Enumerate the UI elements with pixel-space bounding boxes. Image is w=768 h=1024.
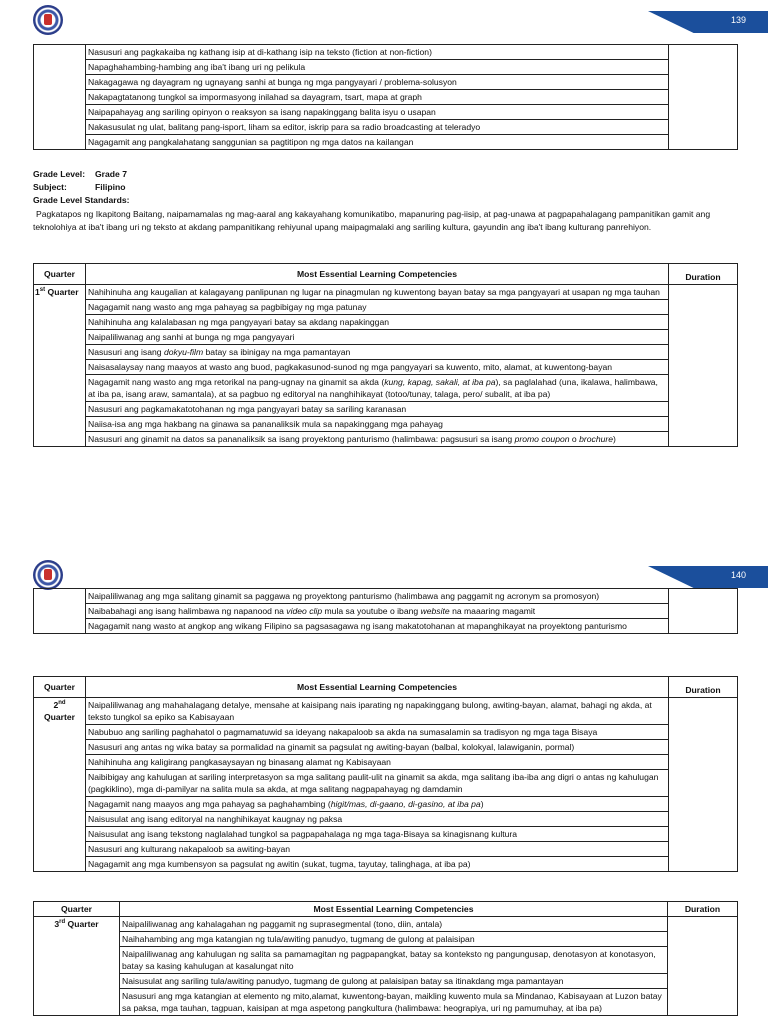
competency-cell: Nahihinuha ang kaligirang pangkasaysayan ng binasang alamat ng Kabisayaan	[86, 755, 669, 770]
subject-line	[33, 181, 126, 193]
competency-cell: Nasusuri ang isang dokyu-film batay sa ibinigay na mga pamantayan	[86, 345, 669, 360]
table-row	[34, 345, 738, 360]
competency-cell: Naipaliliwanag ang kahulugan ng salita sa pamamagitan ng pagpapangkat, batay sa konteksto ng pangungusap, denotasyon at konotasyon, batay sa kasing kahulugan at kasalungat nito	[120, 947, 668, 974]
competency-cell: Naisasalaysay nang maayos at wasto ang buod, pagkakasunod-sunod ng mga pangyayari sa kuwento, mito, alamat, at kuwentong-bayan	[86, 360, 669, 375]
table-row	[34, 300, 738, 315]
quarter-header: Quarter	[34, 677, 86, 698]
competency-cell: Nakagagawa ng dayagram ng ugnayang sanhi at bunga ng mga pangyayari / problema-solusyon	[86, 75, 669, 90]
duration-cell	[669, 589, 738, 634]
competency-cell: Nagagamit nang wasto at angkop ang wikang Filipino sa pagsasagawa ng isang makatotohanan at mapanghikayat na proyektong panturismo	[86, 619, 669, 634]
table-row	[34, 417, 738, 432]
competency-cell: Nakasusulat ng ulat, balitang pang-isport, liham sa editor, iskrip para sa radio broadcasting at teleradyo	[86, 120, 669, 135]
competency-cell: Nasusuri ang pagkakaiba ng kathang isip at di-kathang isip na teksto (fiction at non-fiction)	[86, 45, 669, 60]
page-number: 140	[730, 570, 746, 580]
competency-cell: Naipapahayag ang sariling opinyon o reaksyon sa isang napakinggang balita isyu o usapan	[86, 105, 669, 120]
duration-header: Duration	[669, 677, 738, 698]
quarter-header: Quarter	[34, 902, 120, 917]
competency-cell: Nahihinuha ang kaugalian at kalagayang panlipunan ng lugar na pinagmulan ng kuwentong bayan batay sa mga pangyayari at usapan ng mga tauhan	[86, 285, 669, 300]
deped-seal-icon	[33, 5, 63, 35]
table-header-row	[34, 264, 738, 285]
melc-header: Most Essential Learning Competencies	[86, 264, 669, 285]
table-row	[34, 432, 738, 447]
competency-cell: Nasusuri ang antas ng wika batay sa pormalidad na ginamit sa pagsulat ng awiting-bayan (balbal, kolokyal, lalawiganin, pormal)	[86, 740, 669, 755]
duration-header: Duration	[669, 264, 738, 285]
quarter-cell-q3: 3rd Quarter	[34, 917, 120, 1016]
competency-cell: Naisusulat ang isang editoryal na nanghihikayat kaugnay ng paksa	[86, 812, 669, 827]
table-row	[34, 740, 738, 755]
duration-cell	[669, 698, 738, 872]
melc-header: Most Essential Learning Competencies	[120, 902, 668, 917]
competency-cell: Naihahambing ang mga katangian ng tula/awiting panudyo, tugmang de gulong at palaisipan	[120, 932, 668, 947]
subject-label: Subject:	[33, 182, 67, 192]
table-row	[34, 589, 738, 604]
continued-q1-table	[33, 588, 738, 634]
table-row	[34, 375, 738, 402]
table-row	[34, 90, 738, 105]
competency-cell: Naiisa-isa ang mga hakbang na ginawa sa pananaliksik mula sa napakinggang mga pahayag	[86, 417, 669, 432]
competency-cell: Nagagamit ang pangkalahatang sanggunian sa pagtitipon ng mga datos na kailangan	[86, 135, 669, 150]
table-row	[34, 135, 738, 150]
competency-cell: Nasusuri ang mga katangian at elemento ng mito,alamat, kuwentong-bayan, maikling kuwento mula sa Mindanao, Kabisayaan at Luzon batay sa paksa, mga tauhan, tagpuan, kaisipan at mga aspetong pangkultura (halimbawa: heograpiya, uri ng pamumuhay, at iba pa)	[120, 989, 668, 1016]
competency-cell: Naibibigay ang kahulugan at sariling interpretasyon sa mga salitang paulit-ulit na ginamit sa akda, mga salitang iba-iba ang digri o antas ng kahulugan (pagkiklino), mga di-pamilyar na salita mula sa akda, at mga salitang nagpapahayag ng damdamin	[86, 770, 669, 797]
table-row	[34, 285, 738, 300]
competency-cell: Naisusulat ang isang tekstong naglalahad tungkol sa pagpapahalaga ng mga taga-Bisaya sa kinagisnang kultura	[86, 827, 669, 842]
competency-cell: Nagagamit ang mga kumbensyon sa pagsulat ng awitin (sukat, tugma, tayutay, talinghaga, at iba pa)	[86, 857, 669, 872]
competency-cell: Naibabahagi ang isang halimbawa ng napanood na video clip mula sa youtube o ibang website na maaaring magamit	[86, 604, 669, 619]
competency-cell: Nagagamit nang wasto ang mga pahayag sa pagbibigay ng mga patunay	[86, 300, 669, 315]
table-row	[34, 402, 738, 417]
quarter-cell	[34, 45, 86, 150]
competency-cell: Nasusuri ang pagkamakatotohanan ng mga pangyayari batay sa sariling karanasan	[86, 402, 669, 417]
competency-cell: Nagagamit nang wasto ang mga retorikal na pang-ugnay na ginamit sa akda (kung, kapag, sakali, at iba pa), sa paglalahad (una, ikalawa, halimbawa, at iba pa, isang araw, samantala), at sa pagbuo ng editoryal na nanghihikayat (totoo/tunay, talaga, pero/ subalit, at iba pa)	[86, 375, 669, 402]
competency-cell: Napaghahambing-hambing ang iba't ibang uri ng pelikula	[86, 60, 669, 75]
table-row	[34, 827, 738, 842]
header-ribbon	[648, 566, 768, 588]
quarter-header: Quarter	[34, 264, 86, 285]
table-header-row	[34, 902, 738, 917]
header-ribbon	[648, 11, 768, 33]
table-row	[34, 698, 738, 725]
table-row	[34, 797, 738, 812]
table-row	[34, 842, 738, 857]
q3-competencies-table	[33, 901, 738, 1016]
competency-cell: Nakapagtatanong tungkol sa impormasyong inilahad sa dayagram, tsart, mapa at graph	[86, 90, 669, 105]
duration-cell	[668, 917, 738, 1016]
subject-value: Filipino	[95, 182, 126, 192]
table-row	[34, 974, 738, 989]
duration-cell	[669, 285, 738, 447]
grade-level-standards-text: Pagkatapos ng Ikapitong Baitang, naipamamalas ng mag-aaral ang kakayahang komunikatibo, mapanuring pag-iisip, at pag-unawa at pagpapahalagang pampanitikan gamit ang teknolohiya at iba't ibang uri ng teksto at akdang pampanitikang rehiyunal upang maipagmalaki ang sariling kultura, gayundin ang iba't ibang kulturang panrehiyon.	[33, 209, 711, 232]
table-row	[34, 360, 738, 375]
standards-heading: Grade Level Standards:	[33, 195, 130, 205]
grade-level-line	[33, 168, 127, 180]
competency-cell: Naipaliliwanag ang sanhi at bunga ng mga pangyayari	[86, 330, 669, 345]
table-row	[34, 770, 738, 797]
quarter-cell-q2: 2nd Quarter	[34, 698, 86, 872]
table-row	[34, 75, 738, 90]
table-row	[34, 619, 738, 634]
table-row	[34, 812, 738, 827]
competency-cell: Nasusuri ang ginamit na datos sa pananaliksik sa isang proyektong panturismo (halimbawa: pagsusuri sa isang promo coupon o brochure)	[86, 432, 669, 447]
table-row	[34, 725, 738, 740]
table-row	[34, 857, 738, 872]
page-gap	[0, 510, 768, 555]
competency-cell: Nagagamit nang maayos ang mga pahayag sa paghahambing (higit/mas, di-gaano, di-gasino, at iba pa)	[86, 797, 669, 812]
competency-cell: Naipaliliwanag ang kahalagahan ng paggamit ng suprasegmental (tono, diin, antala)	[120, 917, 668, 932]
quarter-cell	[34, 589, 86, 634]
table-row	[34, 105, 738, 120]
table-row	[34, 330, 738, 345]
table-row	[34, 932, 738, 947]
competency-cell: Naisusulat ang sariling tula/awiting panudyo, tugmang de gulong at palaisipan batay sa itinakdang mga pamantayan	[120, 974, 668, 989]
document-page-140	[0, 555, 768, 1024]
document-page-139	[0, 0, 768, 510]
competency-cell: Nasusuri ang kulturang nakapaloob sa awiting-bayan	[86, 842, 669, 857]
table-header-row	[34, 677, 738, 698]
quarter-cell-q1: 1st Quarter	[34, 285, 86, 447]
page-number: 139	[730, 15, 746, 25]
deped-seal-icon	[33, 560, 63, 590]
competency-cell: Nahihinuha ang kalalabasan ng mga pangyayari batay sa akdang napakinggan	[86, 315, 669, 330]
competency-cell: Naipaliliwanag ang mga salitang ginamit sa paggawa ng proyektong panturismo (halimbawa ang paggamit ng acronym sa promosyon)	[86, 589, 669, 604]
melc-header: Most Essential Learning Competencies	[86, 677, 669, 698]
table-row	[34, 917, 738, 932]
table-row	[34, 315, 738, 330]
table-row	[34, 120, 738, 135]
competency-cell: Naipaliliwanag ang mahahalagang detalye, mensahe at kaisipang nais iparating ng napakinggang bulong, awiting-bayan, alamat, bahagi ng akda, at teksto tungkol sa epiko sa Kabisayaan	[86, 698, 669, 725]
table-row	[34, 60, 738, 75]
duration-cell	[669, 45, 738, 150]
table-row	[34, 45, 738, 60]
grade-level-value: Grade 7	[95, 169, 128, 179]
table-row	[34, 604, 738, 619]
table-row	[34, 755, 738, 770]
q2-competencies-table	[33, 676, 738, 872]
table-row	[34, 947, 738, 974]
q1-competencies-table	[33, 263, 738, 447]
continued-competencies-table	[33, 44, 738, 150]
competency-cell: Nabubuo ang sariling paghahatol o pagmamatuwid sa ideyang nakapaloob sa akda na sumasalamin sa tradisyon ng mga taga Bisaya	[86, 725, 669, 740]
duration-header: Duration	[668, 902, 738, 917]
grade-level-label: Grade Level:	[33, 169, 86, 179]
table-row	[34, 989, 738, 1016]
